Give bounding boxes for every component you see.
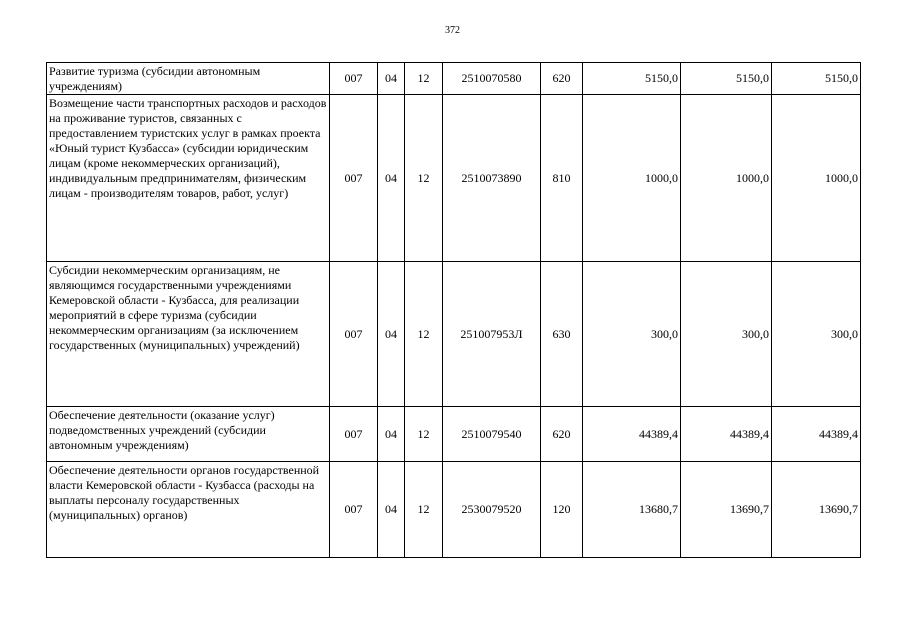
section-code: 04 — [378, 407, 405, 462]
amount-year-2: 5150,0 — [681, 63, 772, 95]
amount-year-2: 300,0 — [681, 262, 772, 407]
amount-year-1: 44389,4 — [583, 407, 681, 462]
amount-year-2: 1000,0 — [681, 95, 772, 262]
amount-year-3: 300,0 — [772, 262, 861, 407]
amount-year-1: 13680,7 — [583, 462, 681, 558]
expense-type-code: 620 — [541, 407, 583, 462]
section-code: 04 — [378, 262, 405, 407]
section-code: 04 — [378, 95, 405, 262]
table-row — [47, 462, 861, 558]
subsection-code: 12 — [405, 462, 443, 558]
page-number: 372 — [445, 25, 460, 36]
ministry-code: 007 — [330, 462, 378, 558]
ministry-code: 007 — [330, 63, 378, 95]
subsection-code: 12 — [405, 95, 443, 262]
target-article-code: 2530079520 — [443, 462, 541, 558]
subsection-code: 12 — [405, 63, 443, 95]
subsection-code: 12 — [405, 262, 443, 407]
table-row — [47, 407, 861, 462]
ministry-code: 007 — [330, 407, 378, 462]
subsection-code: 12 — [405, 407, 443, 462]
section-code: 04 — [378, 462, 405, 558]
amount-year-2: 13690,7 — [681, 462, 772, 558]
amount-year-3: 13690,7 — [772, 462, 861, 558]
target-article-code: 251007953Л — [443, 262, 541, 407]
expense-type-code: 120 — [541, 462, 583, 558]
section-code: 04 — [378, 63, 405, 95]
target-article-code: 2510073890 — [443, 95, 541, 262]
row-description: Развитие туризма (субсидии автономным учреждениям) — [47, 63, 330, 95]
row-description: Субсидии некоммерческим организациям, не являющимся государственными учреждениями Кемеровской области - Кузбасса, для реализации мероприятий в сфере туризма (субсидии некоммерческим организациям (за исключением государственных (муниципальных) учреждений) — [47, 262, 330, 407]
row-description: Обеспечение деятельности органов государственной власти Кемеровской области - Кузбасса (расходы на выплаты персоналу государственных (муниципальных) органов) — [47, 462, 330, 558]
target-article-code: 2510079540 — [443, 407, 541, 462]
amount-year-3: 1000,0 — [772, 95, 861, 262]
amount-year-3: 44389,4 — [772, 407, 861, 462]
ministry-code: 007 — [330, 95, 378, 262]
amount-year-1: 5150,0 — [583, 63, 681, 95]
expense-type-code: 620 — [541, 63, 583, 95]
table-row — [47, 95, 861, 262]
target-article-code: 2510070580 — [443, 63, 541, 95]
ministry-code: 007 — [330, 262, 378, 407]
row-description: Возмещение части транспортных расходов и расходов на проживание туристов, связанных с предоставлением туристских услуг в рамках проекта «Юный турист Кузбасса» (субсидии юридическим лицам (кроме некоммерческих организаций), индивидуальным предпринимателям, физическим лицам - производителям товаров, работ, услуг) — [47, 95, 330, 262]
amount-year-1: 300,0 — [583, 262, 681, 407]
amount-year-1: 1000,0 — [583, 95, 681, 262]
table-row — [47, 63, 861, 95]
table-row — [47, 262, 861, 407]
row-description: Обеспечение деятельности (оказание услуг) подведомственных учреждений (субсидии автономным учреждениям) — [47, 407, 330, 462]
amount-year-2: 44389,4 — [681, 407, 772, 462]
amount-year-3: 5150,0 — [772, 63, 861, 95]
expense-type-code: 810 — [541, 95, 583, 262]
expense-type-code: 630 — [541, 262, 583, 407]
budget-table — [46, 62, 861, 558]
